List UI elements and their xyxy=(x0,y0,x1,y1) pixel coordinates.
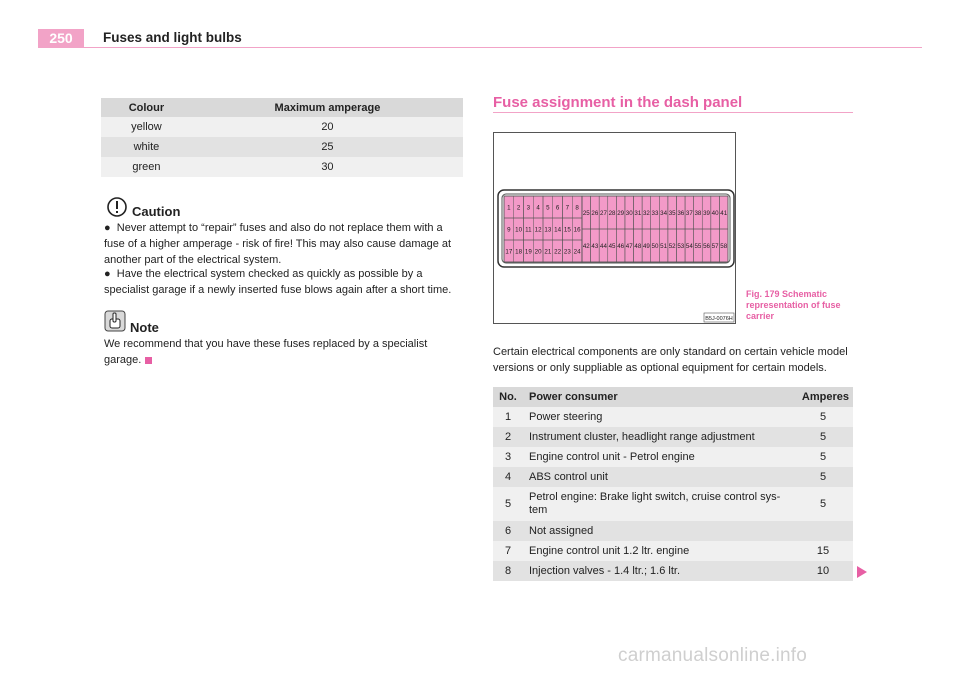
fuse-number: 8 xyxy=(493,561,523,581)
fuse-number-label: 25 xyxy=(582,209,590,217)
power-consumer: Engine control unit 1.2 ltr. engine xyxy=(523,541,793,561)
fuse-number-label: 15 xyxy=(563,226,571,234)
fuse-number-label: 20 xyxy=(534,248,542,256)
colour-cell: white xyxy=(101,137,192,157)
column-header-colour: Colour xyxy=(101,98,192,117)
page-number: 250 xyxy=(38,29,84,48)
power-consumer-table xyxy=(493,387,853,581)
fuse-number-label: 35 xyxy=(668,209,676,217)
fuse-number-label: 19 xyxy=(524,248,532,256)
fuse-number-label: 41 xyxy=(720,209,728,217)
fuse-number: 7 xyxy=(493,541,523,561)
fuse-number-label: 53 xyxy=(677,242,685,250)
bullet-icon: ● xyxy=(104,222,111,234)
fuse-number-label: 33 xyxy=(651,209,659,217)
fuse-number-label: 16 xyxy=(573,226,581,234)
fuse-number-label: 42 xyxy=(582,242,590,250)
fuse-number-label: 38 xyxy=(694,209,702,217)
header-divider xyxy=(84,47,922,48)
table-row xyxy=(493,447,853,467)
caution-title: Caution xyxy=(132,204,181,219)
fuse-number-label: 39 xyxy=(703,209,710,217)
fuse-number: 6 xyxy=(493,521,523,541)
amperage-cell: 20 xyxy=(192,117,463,137)
intro-paragraph: Certain electrical components are only standard on certain vehicle model versions or only suppliable as optional equipment for certain models. xyxy=(493,346,848,374)
fuse-number-label: 4 xyxy=(536,204,540,212)
fuse-number-label: 10 xyxy=(515,226,523,234)
fuse-number-label: 55 xyxy=(694,242,702,250)
fuse-number-label: 43 xyxy=(591,242,599,250)
fuse-carrier-diagram xyxy=(494,133,735,323)
fuse-number: 4 xyxy=(493,467,523,487)
column-header-amperes: Amperes xyxy=(793,387,853,407)
fuse-number-label: 18 xyxy=(515,248,523,256)
fuse-number-label: 56 xyxy=(703,242,710,250)
amperes: 5 xyxy=(793,427,853,447)
section-end-icon xyxy=(145,357,152,364)
fuse-number-label: 23 xyxy=(563,248,571,256)
fuse-number-label: 52 xyxy=(668,242,676,250)
power-consumer: Injection valves - 1.4 ltr.; 1.6 ltr. xyxy=(523,561,793,581)
note-hand-icon xyxy=(104,310,126,332)
fuse-number-label: 57 xyxy=(711,242,719,250)
fuse-number: 1 xyxy=(493,407,523,427)
colour-cell: green xyxy=(101,157,192,177)
fuse-number-label: 51 xyxy=(660,242,668,250)
fuse-number-label: 46 xyxy=(617,242,625,250)
column-header-consumer: Power consumer xyxy=(523,387,793,407)
fuse-number-label: 5 xyxy=(546,204,550,212)
power-consumer: Not assigned xyxy=(523,521,793,541)
table-row xyxy=(493,487,853,521)
section-title: Fuses and light bulbs xyxy=(103,30,242,45)
amperes: 5 xyxy=(793,487,853,521)
note-text: We recommend that you have these fuses replaced by a specialist garage. xyxy=(104,338,428,366)
amperes: 5 xyxy=(793,407,853,427)
fuse-number-label: 34 xyxy=(660,209,668,217)
fuse-number-label: 31 xyxy=(634,209,642,217)
fuse-number-label: 32 xyxy=(642,209,650,217)
fuse-number-label: 8 xyxy=(575,204,579,212)
amperage-cell: 25 xyxy=(192,137,463,157)
fuse-number-label: 12 xyxy=(534,226,542,234)
table-row xyxy=(493,467,853,487)
fuse-number-label: 30 xyxy=(625,209,633,217)
fuse-number-label: 28 xyxy=(608,209,616,217)
figure-code: B5J-0076H xyxy=(705,316,733,322)
power-consumer: Instrument cluster, headlight range adjustment xyxy=(523,427,793,447)
fuse-number-label: 45 xyxy=(608,242,616,250)
table-row xyxy=(101,137,463,157)
fuse-number-label: 7 xyxy=(565,204,570,212)
fuse-number-label: 11 xyxy=(525,226,532,234)
figure-caption: Fig. 179 Schematic representation of fuse carrier xyxy=(746,289,841,321)
fuse-number-label: 13 xyxy=(544,226,552,234)
table-row xyxy=(493,427,853,447)
colour-cell: yellow xyxy=(101,117,192,137)
fuse-number-label: 6 xyxy=(555,204,560,212)
watermark: carmanualsonline.info xyxy=(618,645,808,666)
amperes: 5 xyxy=(793,447,853,467)
fuse-colour-table xyxy=(101,98,463,177)
heading-divider xyxy=(493,112,853,113)
table-row xyxy=(493,561,853,581)
fuse-number-label: 2 xyxy=(516,204,521,212)
amperes: 5 xyxy=(793,467,853,487)
column-header-no: No. xyxy=(493,387,523,407)
fuse-number-label: 14 xyxy=(554,226,562,234)
column-header-amperage: Maximum amperage xyxy=(192,98,463,117)
amperage-cell: 30 xyxy=(192,157,463,177)
amperes: 15 xyxy=(793,541,853,561)
fuse-number-label: 36 xyxy=(677,209,685,217)
fuse-number-label: 22 xyxy=(554,248,562,256)
fuse-number-label: 48 xyxy=(634,242,642,250)
fuse-number-label: 17 xyxy=(505,248,513,256)
caution-icon xyxy=(106,196,128,218)
fuse-assignment-heading: Fuse assignment in the dash panel xyxy=(493,94,743,111)
fuse-number-label: 50 xyxy=(651,242,659,250)
fuse-number-label: 37 xyxy=(685,209,693,217)
fuse-carrier-figure xyxy=(493,132,736,324)
amperes: 10 xyxy=(793,561,853,581)
next-page-arrow-icon xyxy=(857,566,867,578)
fuse-number-label: 58 xyxy=(720,242,728,250)
caution-bullet: ● Never attempt to “repair” fuses and also do not replace them with a fuse of a higher amperage - risk of fire! This may also cause damage at another part of the electrical system. xyxy=(104,222,452,266)
table-row xyxy=(101,117,463,137)
note-title: Note xyxy=(130,320,159,335)
power-consumer: Engine control unit - Petrol engine xyxy=(523,447,793,467)
power-consumer: Power steering xyxy=(523,407,793,427)
fuse-number-label: 47 xyxy=(625,242,633,250)
table-row xyxy=(101,157,463,177)
fuse-number: 5 xyxy=(493,487,523,521)
fuse-number-label: 26 xyxy=(591,209,599,217)
fuse-number-label: 49 xyxy=(642,242,650,250)
fuse-number-label: 24 xyxy=(573,248,581,256)
fuse-number-label: 9 xyxy=(507,226,511,234)
fuse-number-label: 1 xyxy=(507,204,511,212)
fuse-number-label: 21 xyxy=(544,248,552,256)
fuse-number-label: 44 xyxy=(600,242,607,250)
power-consumer: Petrol engine: Brake light switch, cruise control sys-tem xyxy=(523,487,793,521)
amperes xyxy=(793,521,853,541)
fuse-number-label: 3 xyxy=(526,204,531,212)
fuse-number-label: 40 xyxy=(711,209,719,217)
fuse-number-label: 29 xyxy=(617,209,625,217)
bullet-icon: ● xyxy=(104,268,111,280)
fuse-number-label: 54 xyxy=(685,242,693,250)
fuse-number: 3 xyxy=(493,447,523,467)
table-row xyxy=(493,521,853,541)
caution-bullet: ● Have the electrical system checked as quickly as possible by a specialist garage if a newly inserted fuse blows again after a short time. xyxy=(104,268,452,296)
table-row xyxy=(493,407,853,427)
power-consumer: ABS control unit xyxy=(523,467,793,487)
table-row xyxy=(493,541,853,561)
fuse-number-label: 27 xyxy=(600,209,607,217)
fuse-number: 2 xyxy=(493,427,523,447)
